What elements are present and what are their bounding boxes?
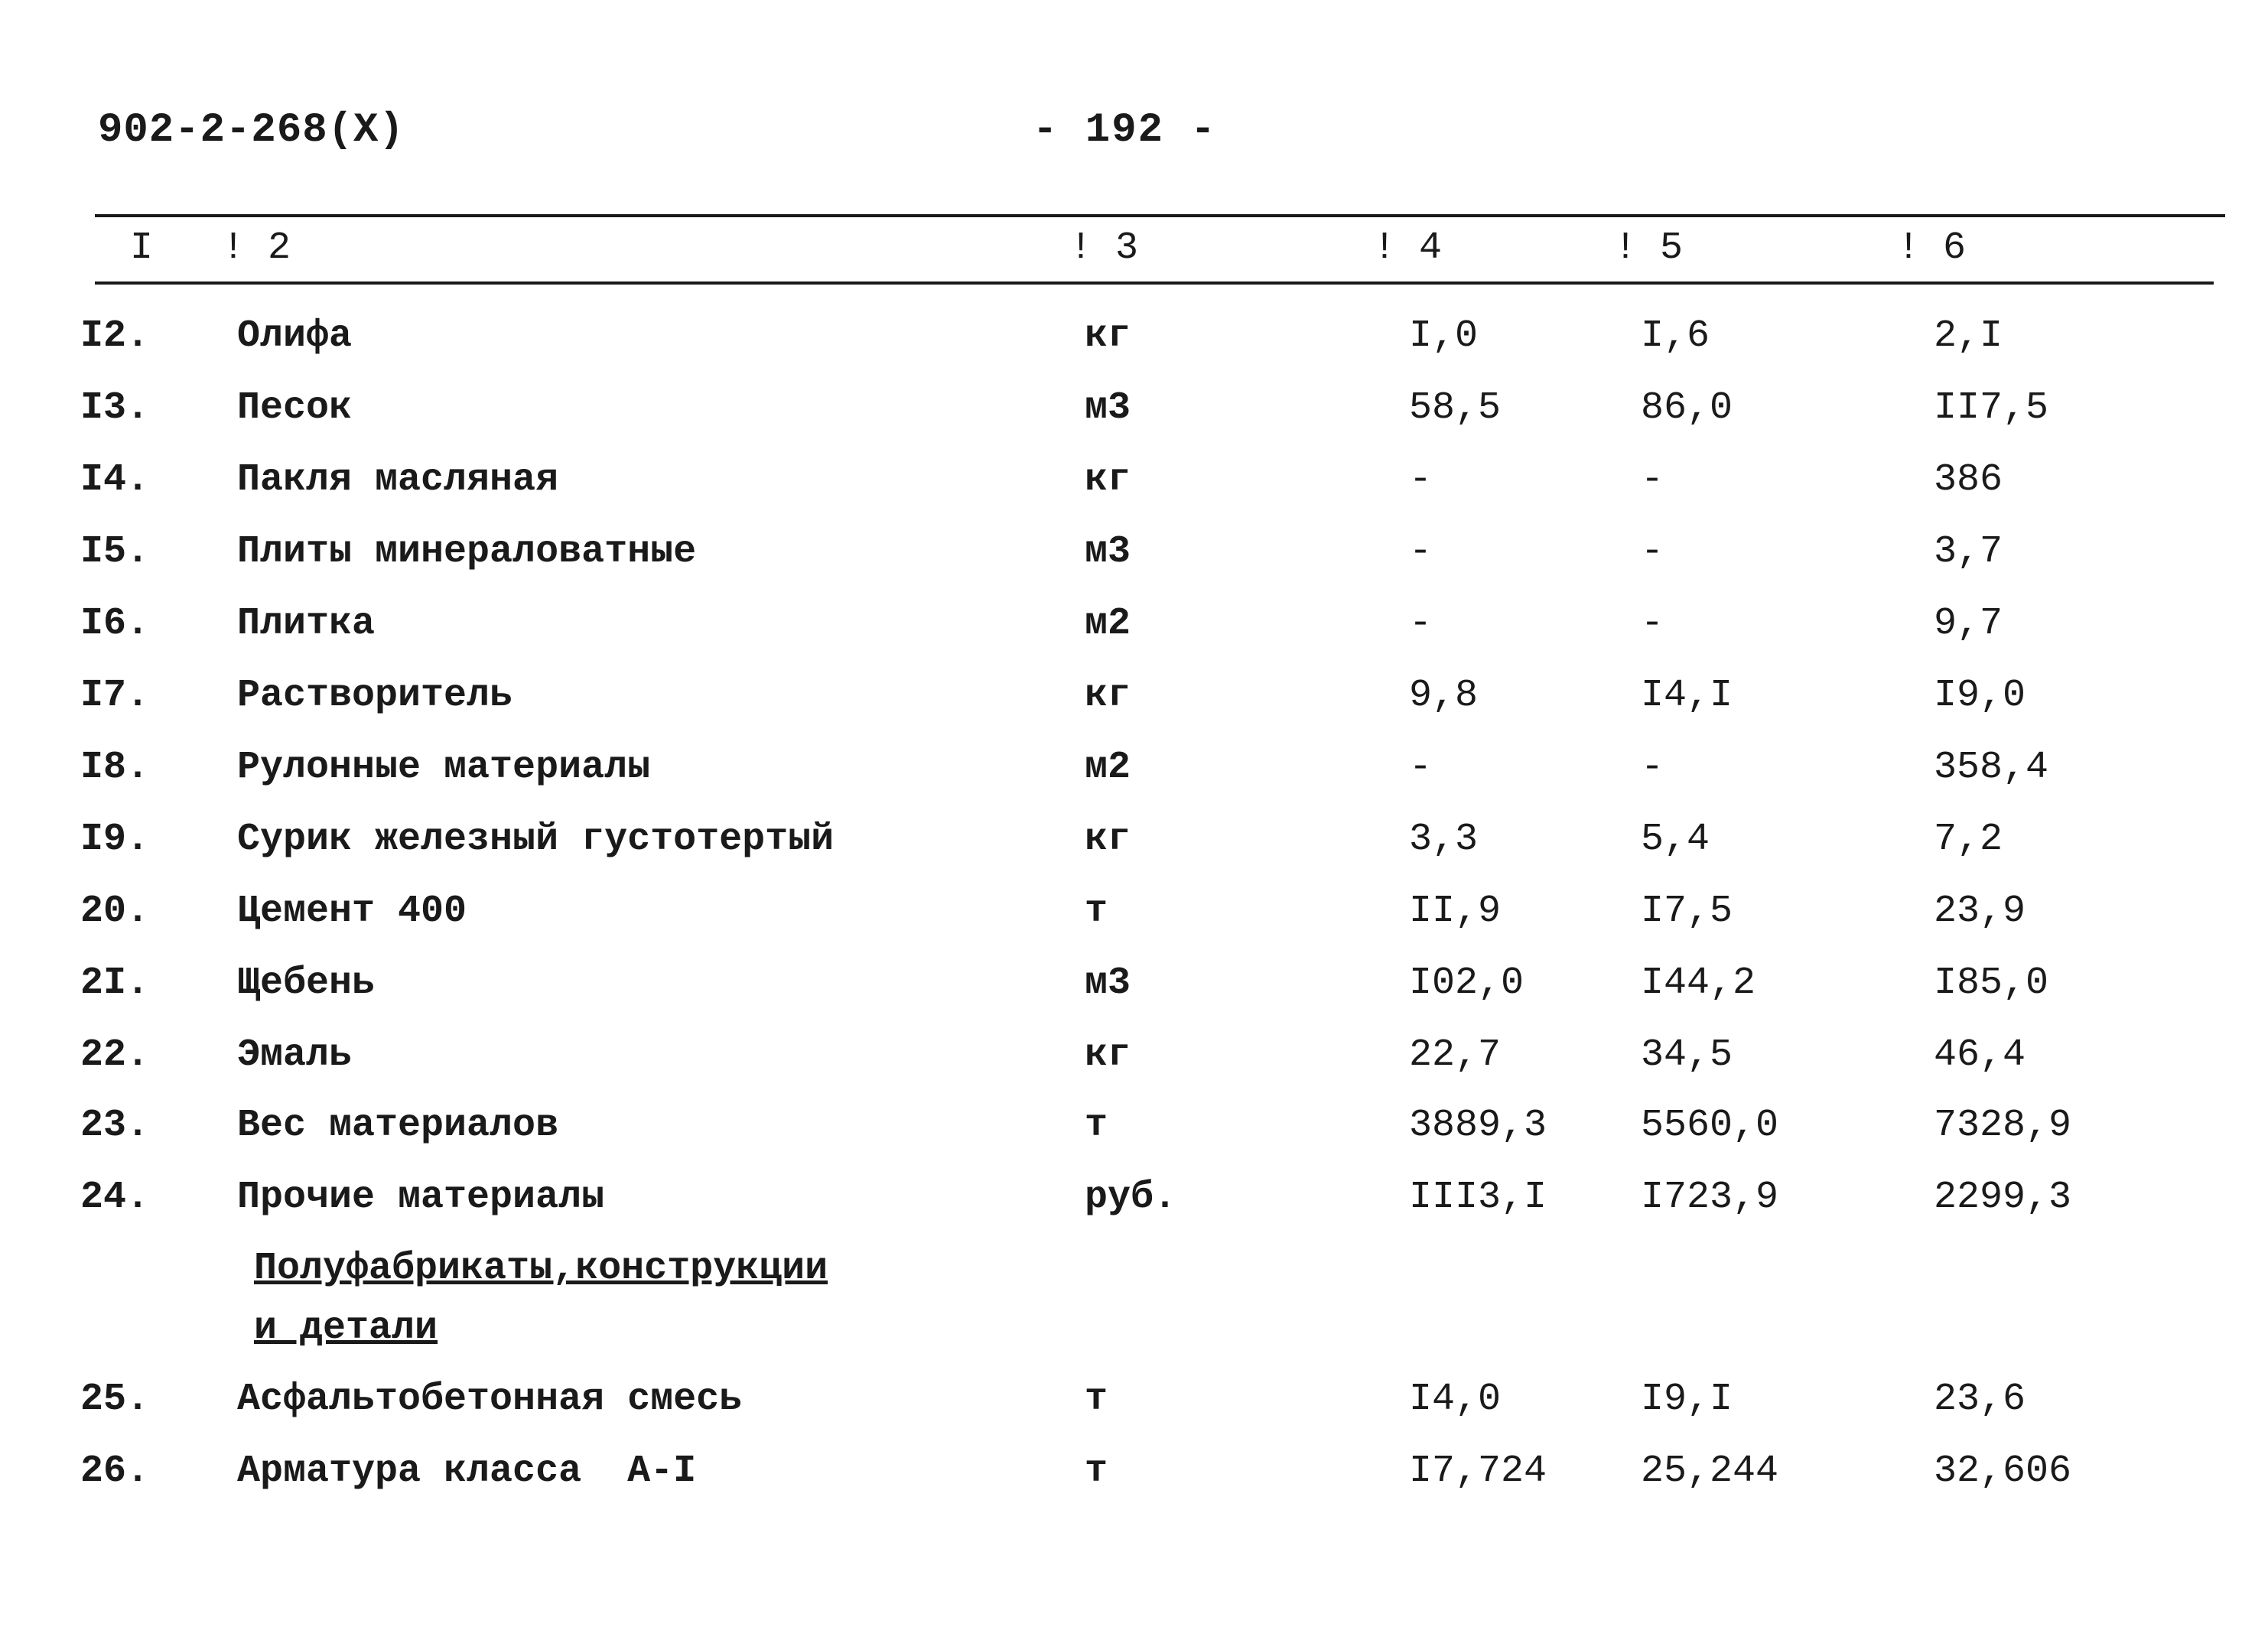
table-rule-top (95, 214, 2225, 217)
unit: кг (1085, 674, 1131, 718)
document-code: 902-2-268(X) (98, 107, 405, 154)
value-col-5: 34,5 (1641, 1033, 1733, 1077)
row-number: I4. (80, 458, 150, 502)
material-name: Растворитель (237, 674, 513, 718)
table-row (0, 1167, 2268, 1228)
table-row (0, 737, 2268, 799)
table-row (0, 1025, 2268, 1086)
table-row (0, 1095, 2268, 1157)
material-name: Олифа (237, 314, 353, 358)
column-header-1: I (130, 226, 154, 270)
value-col-4: - (1409, 746, 1433, 789)
column-header-4: ! 4 (1373, 226, 1443, 270)
row-number: 26. (80, 1450, 150, 1493)
material-name: Песок (237, 386, 353, 430)
value-col-5: 25,244 (1641, 1450, 1779, 1493)
value-col-6: 32,606 (1934, 1450, 2072, 1493)
value-col-5: I9,I (1641, 1378, 1733, 1421)
table-row (0, 594, 2268, 655)
value-col-5: - (1641, 602, 1664, 646)
unit: кг (1085, 1033, 1131, 1077)
material-name: Сурик железный густотертый (237, 818, 835, 861)
value-col-5: I723,9 (1641, 1176, 1779, 1219)
value-col-6: 2,I (1934, 314, 2003, 358)
unit: кг (1085, 818, 1131, 861)
value-col-4: 3,3 (1409, 818, 1479, 861)
value-col-6: 7328,9 (1934, 1104, 2072, 1147)
value-col-6: 23,9 (1934, 890, 2026, 933)
value-col-5: 86,0 (1641, 386, 1733, 430)
value-col-6: 46,4 (1934, 1033, 2026, 1077)
value-col-6: 3,7 (1934, 530, 2003, 574)
material-name: Плиты минераловатные (237, 530, 697, 574)
material-name: Арматура класса А-I (237, 1450, 697, 1493)
table-row (0, 953, 2268, 1014)
row-number: I5. (80, 530, 150, 574)
row-number: I9. (80, 818, 150, 861)
section-title: Полуфабрикаты,конструкции и детали (254, 1247, 828, 1350)
value-col-4: 3889,3 (1409, 1104, 1547, 1147)
value-col-5: I4,I (1641, 674, 1733, 718)
row-number: I6. (80, 602, 150, 646)
row-number: I8. (80, 746, 150, 789)
value-col-4: 58,5 (1409, 386, 1502, 430)
table-rule-bottom (95, 281, 2214, 285)
row-number: I7. (80, 674, 150, 718)
value-col-5: I7,5 (1641, 890, 1733, 933)
column-header-5: ! 5 (1614, 226, 1684, 270)
table-row (0, 665, 2268, 727)
value-col-4: 9,8 (1409, 674, 1479, 718)
material-name: Щебень (237, 962, 376, 1005)
table-row (0, 522, 2268, 583)
unit: кг (1085, 458, 1131, 502)
material-name: Пакля масляная (237, 458, 559, 502)
value-col-5: - (1641, 530, 1664, 574)
row-number: 25. (80, 1378, 150, 1421)
row-number: 24. (80, 1176, 150, 1219)
value-col-6: I85,0 (1934, 962, 2049, 1005)
row-number: 23. (80, 1104, 150, 1147)
table-row (0, 450, 2268, 511)
unit: руб. (1085, 1176, 1177, 1219)
value-col-5: 5560,0 (1641, 1104, 1779, 1147)
value-col-6: 386 (1934, 458, 2003, 502)
column-header-6: ! 6 (1897, 226, 1967, 270)
table-row (0, 378, 2268, 439)
unit: т (1085, 1104, 1108, 1147)
row-number: I3. (80, 386, 150, 430)
row-number: I2. (80, 314, 150, 358)
table-row (0, 1441, 2268, 1502)
table-row (0, 306, 2268, 367)
unit: м3 (1085, 962, 1131, 1005)
value-col-4: I4,0 (1409, 1378, 1502, 1421)
column-header-3: ! 3 (1069, 226, 1139, 270)
material-name: Эмаль (237, 1033, 353, 1077)
row-number: 22. (80, 1033, 150, 1077)
material-name: Плитка (237, 602, 376, 646)
value-col-4: I7,724 (1409, 1450, 1547, 1493)
value-col-6: 358,4 (1934, 746, 2049, 789)
value-col-6: I9,0 (1934, 674, 2026, 718)
row-number: 2I. (80, 962, 150, 1005)
value-col-5: - (1641, 458, 1664, 502)
table-row (0, 881, 2268, 942)
value-col-5: - (1641, 746, 1664, 789)
value-col-4: I02,0 (1409, 962, 1524, 1005)
value-col-4: I,0 (1409, 314, 1479, 358)
material-name: Прочие материалы (237, 1176, 605, 1219)
value-col-4: - (1409, 602, 1433, 646)
material-name: Вес материалов (237, 1104, 559, 1147)
value-col-4: II,9 (1409, 890, 1502, 933)
unit: кг (1085, 314, 1131, 358)
material-name: Цемент 400 (237, 890, 467, 933)
value-col-4: - (1409, 530, 1433, 574)
table-row (0, 1369, 2268, 1430)
column-header-2: ! 2 (222, 226, 291, 270)
material-name: Асфальтобетонная смесь (237, 1378, 743, 1421)
table-row (0, 809, 2268, 870)
value-col-6: 7,2 (1934, 818, 2003, 861)
value-col-4: 22,7 (1409, 1033, 1502, 1077)
row-number: 20. (80, 890, 150, 933)
value-col-6: 9,7 (1934, 602, 2003, 646)
unit: м3 (1085, 386, 1131, 430)
unit: м2 (1085, 746, 1131, 789)
value-col-6: 23,6 (1934, 1378, 2026, 1421)
page-number: - 192 - (1033, 107, 1217, 154)
value-col-5: 5,4 (1641, 818, 1710, 861)
unit: т (1085, 1450, 1108, 1493)
unit: т (1085, 890, 1108, 933)
value-col-6: II7,5 (1934, 386, 2049, 430)
unit: м3 (1085, 530, 1131, 574)
value-col-6: 2299,3 (1934, 1176, 2072, 1219)
value-col-4: III3,I (1409, 1176, 1547, 1219)
unit: т (1085, 1378, 1108, 1421)
value-col-4: - (1409, 458, 1433, 502)
value-col-5: I,6 (1641, 314, 1710, 358)
material-name: Рулонные материалы (237, 746, 651, 789)
unit: м2 (1085, 602, 1131, 646)
value-col-5: I44,2 (1641, 962, 1756, 1005)
